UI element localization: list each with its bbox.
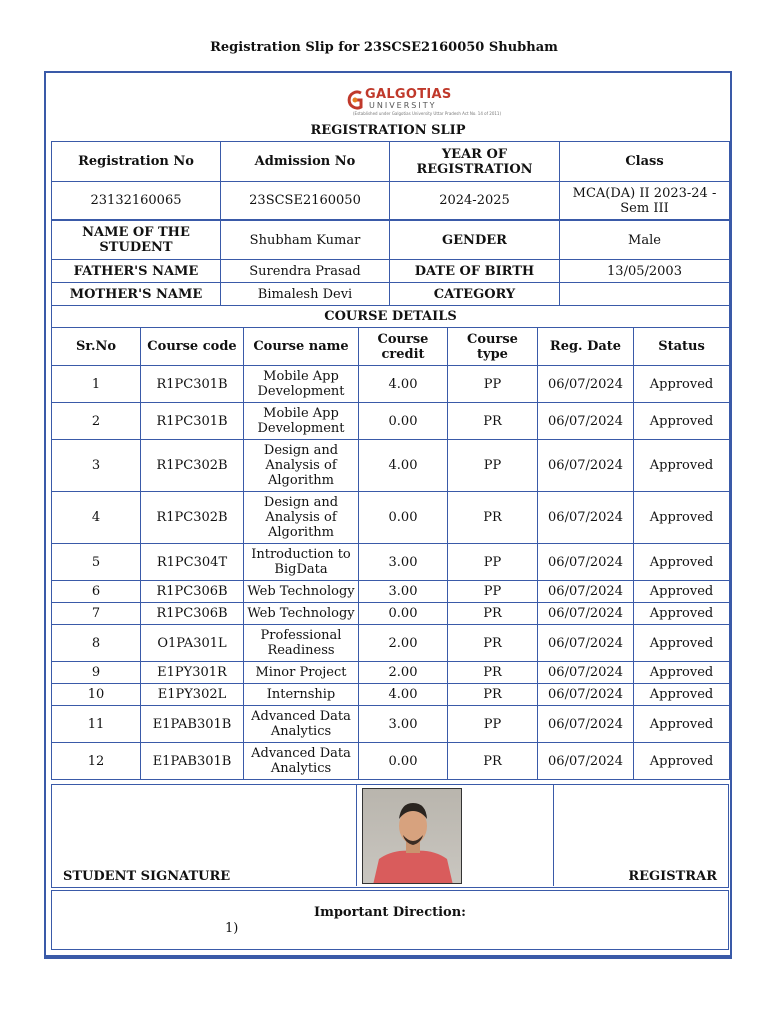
table-row [52,440,730,492]
student-signature-label: STUDENT SIGNATURE [63,869,231,884]
cell-course-type: PP [448,581,538,603]
cell-course-credit: 3.00 [359,706,448,743]
university-logo [345,85,502,117]
name-label: NAME OF THE STUDENT [52,221,221,260]
table-row [52,403,730,440]
table-row [52,625,730,662]
direction-item: 1) [225,921,239,936]
slip-title: REGISTRATION SLIP [310,123,466,138]
cell-course-type: PR [448,603,538,625]
header-class: Class [560,142,730,182]
cell-course-type: PR [448,403,538,440]
cell-course-code: R1PC302B [141,492,244,544]
admission-no: 23SCSE2160050 [221,182,390,220]
cell-reg-date: 06/07/2024 [538,544,634,581]
galgotias-g-icon [345,87,365,113]
cell-course-code: R1PC302B [141,440,244,492]
cell-reg-date: 06/07/2024 [538,440,634,492]
cell-status: Approved [634,743,730,780]
mother-name: Bimalesh Devi [221,283,390,306]
cell-course-type: PR [448,684,538,706]
cell-course-credit: 4.00 [359,684,448,706]
cell-reg-date: 06/07/2024 [538,662,634,684]
cell-course-code: E1PAB301B [141,706,244,743]
course-details-table [51,305,730,780]
cell-course-credit: 0.00 [359,403,448,440]
header-registration-no: Registration No [52,142,221,182]
logo-name: GALGOTIAS [365,87,452,102]
registrar-label: REGISTRAR [628,869,717,884]
registration-slip [44,71,732,957]
cell-reg-date: 06/07/2024 [538,581,634,603]
cell-course-name: Mobile App Development [244,403,359,440]
cell-sr-no: 2 [52,403,141,440]
cell-status: Approved [634,366,730,403]
gender-label: GENDER [390,221,560,260]
table-row [52,544,730,581]
photo-cell [356,785,554,886]
cell-status: Approved [634,603,730,625]
cell-reg-date: 06/07/2024 [538,743,634,780]
cell-course-name: Internship [244,684,359,706]
header-sr-no: Sr.No [52,328,141,366]
cell-course-name: Design and Analysis of Algorithm [244,440,359,492]
cell-course-code: O1PA301L [141,625,244,662]
cell-course-credit: 0.00 [359,492,448,544]
header-year-of-registration: YEAR OF REGISTRATION [390,142,560,182]
course-details-title: COURSE DETAILS [52,306,730,328]
cell-course-name: Web Technology [244,603,359,625]
logo-sub: UNIVERSITY [369,101,437,110]
cell-sr-no: 4 [52,492,141,544]
cell-course-credit: 0.00 [359,603,448,625]
table-row [52,581,730,603]
table-row [52,743,730,780]
table-row [52,366,730,403]
cell-status: Approved [634,684,730,706]
class-value: MCA(DA) II 2023-24 - Sem III [560,182,730,220]
gender-value: Male [560,221,730,260]
cell-course-code: E1PY302L [141,684,244,706]
cell-course-code: R1PC301B [141,366,244,403]
cell-status: Approved [634,492,730,544]
cell-course-type: PR [448,662,538,684]
cell-course-name: Mobile App Development [244,366,359,403]
signature-section [51,784,729,888]
cell-course-type: PP [448,706,538,743]
cell-course-type: PP [448,544,538,581]
cell-status: Approved [634,581,730,603]
cell-course-name: Design and Analysis of Algorithm [244,492,359,544]
cell-sr-no: 3 [52,440,141,492]
cell-course-type: PR [448,625,538,662]
table-row [52,684,730,706]
cell-reg-date: 06/07/2024 [538,684,634,706]
cell-status: Approved [634,625,730,662]
cell-reg-date: 06/07/2024 [538,625,634,662]
category-value [560,283,730,306]
header-course-code: Course code [141,328,244,366]
page-title: Registration Slip for 23SCSE2160050 Shubham [210,40,558,55]
header-reg-date: Reg. Date [538,328,634,366]
cell-course-credit: 4.00 [359,440,448,492]
table-row [52,492,730,544]
father-name: Surendra Prasad [221,260,390,283]
cell-course-name: Advanced Data Analytics [244,743,359,780]
header-course-name: Course name [244,328,359,366]
year-of-registration: 2024-2025 [390,182,560,220]
cell-course-code: R1PC306B [141,581,244,603]
mother-label: MOTHER'S NAME [52,283,221,306]
cell-course-code: E1PY301R [141,662,244,684]
header-course-type: Course type [448,328,538,366]
table-row [52,603,730,625]
father-label: FATHER'S NAME [52,260,221,283]
cell-course-type: PP [448,440,538,492]
cell-sr-no: 6 [52,581,141,603]
cell-course-name: Introduction to BigData [244,544,359,581]
cell-sr-no: 5 [52,544,141,581]
cell-course-type: PR [448,743,538,780]
registration-no: 23132160065 [52,182,221,220]
cell-course-code: R1PC301B [141,403,244,440]
cell-course-code: R1PC306B [141,603,244,625]
cell-course-credit: 2.00 [359,662,448,684]
registration-info-table [51,141,730,220]
cell-course-code: E1PAB301B [141,743,244,780]
cell-course-credit: 3.00 [359,544,448,581]
dob-label: DATE OF BIRTH [390,260,560,283]
cell-course-type: PP [448,366,538,403]
cell-course-credit: 2.00 [359,625,448,662]
student-details-table [51,220,730,306]
cell-reg-date: 06/07/2024 [538,403,634,440]
cell-course-name: Professional Readiness [244,625,359,662]
cell-sr-no: 8 [52,625,141,662]
category-label: CATEGORY [390,283,560,306]
header-course-credit: Course credit [359,328,448,366]
cell-course-type: PR [448,492,538,544]
header-admission-no: Admission No [221,142,390,182]
directions-title: Important Direction: [314,905,466,920]
cell-sr-no: 1 [52,366,141,403]
cell-course-code: R1PC304T [141,544,244,581]
person-photo-icon [363,789,462,884]
cell-course-credit: 4.00 [359,366,448,403]
cell-course-name: Advanced Data Analytics [244,706,359,743]
table-row [52,662,730,684]
cell-reg-date: 06/07/2024 [538,492,634,544]
cell-status: Approved [634,544,730,581]
cell-reg-date: 06/07/2024 [538,366,634,403]
student-name: Shubham Kumar [221,221,390,260]
cell-sr-no: 10 [52,684,141,706]
cell-sr-no: 9 [52,662,141,684]
dob-value: 13/05/2003 [560,260,730,283]
logo-tagline: (Established under Galgotias University Uttar Pradesh Act No. 14 of 2011) [353,111,502,116]
table-row [52,706,730,743]
cell-sr-no: 11 [52,706,141,743]
cell-course-credit: 0.00 [359,743,448,780]
cell-course-name: Web Technology [244,581,359,603]
header-status: Status [634,328,730,366]
cell-reg-date: 06/07/2024 [538,603,634,625]
cell-status: Approved [634,440,730,492]
important-directions [51,890,729,950]
cell-sr-no: 12 [52,743,141,780]
cell-course-name: Minor Project [244,662,359,684]
cell-status: Approved [634,662,730,684]
cell-course-credit: 3.00 [359,581,448,603]
cell-sr-no: 7 [52,603,141,625]
cell-status: Approved [634,706,730,743]
student-photo [362,788,462,884]
cell-reg-date: 06/07/2024 [538,706,634,743]
cell-status: Approved [634,403,730,440]
